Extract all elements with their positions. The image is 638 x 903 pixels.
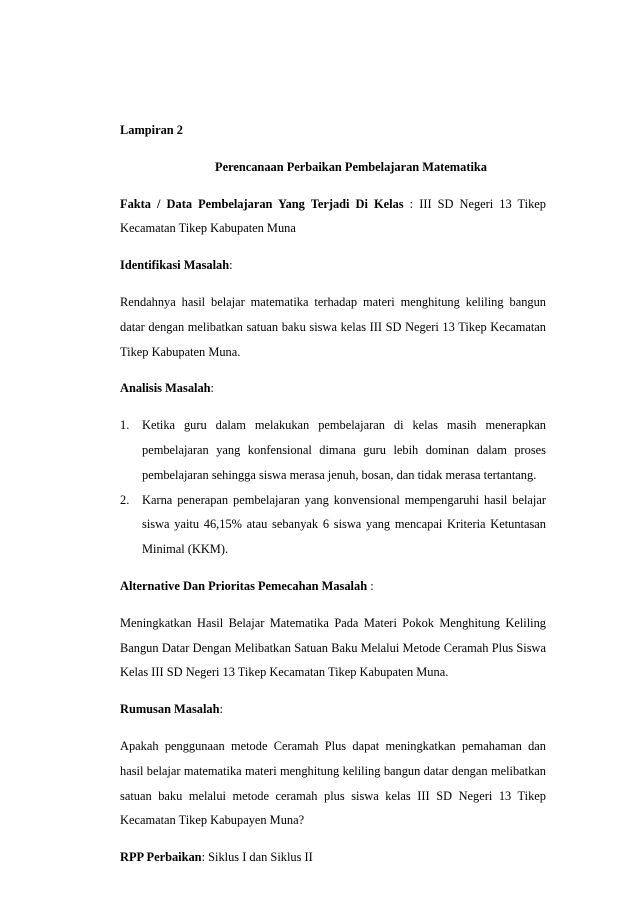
appendix-text: Lampiran 2 [120,123,183,137]
analysis-item-2-number: 2. [120,492,130,507]
rpp-paragraph [120,845,546,870]
analysis-item-1-number: 1. [120,418,130,433]
appendix-label [120,118,546,143]
document-page [120,118,546,870]
facts-label: Fakta / Data Pembelajaran Yang Terjadi Di Kelas [120,196,404,211]
rpp-colon: : [201,850,209,865]
analysis-label: Analisis Masalah [120,381,211,396]
formulation-heading [120,697,546,722]
alternative-colon: : [367,578,374,593]
formulation-label: Rumusan Masalah [120,702,220,717]
analysis-list [120,413,546,562]
analysis-item-1-text: Ketika guru dalam melakukan pembelajaran di kelas masih menerapkan pembelajaran yang konfensional dimana guru lebih dominan dalam proses pembelajaran sehingga siswa merasa jenuh, bosan, dan tidak merasa tertantang. [142,418,546,482]
facts-separator: : [403,196,420,211]
identification-colon: : [229,258,233,273]
analysis-item-2 [120,488,546,562]
rpp-text: Siklus I dan Siklus II [208,850,313,865]
alternative-label: Alternative Dan Prioritas Pemecahan Masalah [120,578,368,593]
analysis-heading [120,376,546,401]
identification-heading [120,253,546,278]
alternative-heading [120,574,546,599]
alternative-text: Meningkatkan Hasil Belajar Matematika Pada Materi Pokok Menghitung Keliling Bangun Datar Dengan Melibatkan Satuan Baku Melalui Metode Ceramah Plus Siswa Kelas III SD Negeri 13 Tikep Kecamatan Tikep Kabupaten Muna. [120,615,546,680]
document-title-text: Perencanaan Perbaikan Pembelajaran Matematika [215,159,487,174]
formulation-text: Apakah penggunaan metode Ceramah Plus dapat meningkatkan pemahaman dan hasil belajar matematika materi menghitung keliling bangun datar dengan melibatkan satuan baku melalui metode ceramah plus siswa kelas III SD Negeri 13 Tikep Kecamatan Tikep Kabupayen Muna? [120,738,546,828]
facts-text: III SD Negeri 13 Tikep Kecamatan Tikep Kabupaten Muna [120,196,547,236]
analysis-item-2-text: Karna penerapan pembelajaran yang konvensional mempengaruhi hasil belajar siswa yaitu 46,15% atau sebanyak 6 siswa yang mencapai Kriteria Ketuntasan Minimal (KKM). [142,492,546,557]
identification-text: Rendahnya hasil belajar matematika terhadap materi menghitung keliling bangun datar dengan melibatkan satuan baku siswa kelas III SD Negeri 13 Tikep Kecamatan Tikep Kabupaten Muna. [120,294,546,359]
identification-label: Identifikasi Masalah [120,258,230,273]
analysis-colon: : [210,381,214,396]
facts-paragraph [120,192,546,242]
rpp-label: RPP Perbaikan [120,850,202,865]
formulation-colon: : [219,702,223,717]
analysis-item-1 [120,413,546,487]
document-title [120,155,546,180]
